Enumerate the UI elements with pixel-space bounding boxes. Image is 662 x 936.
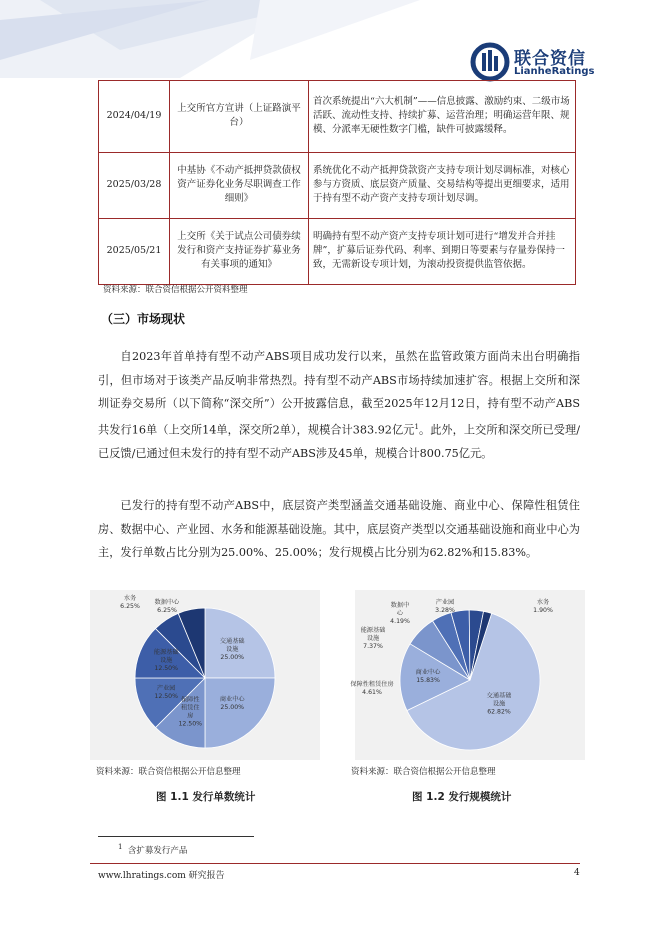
row-content: 明确持有型不动产资产支持专项计划可进行“增发并合并挂牌”，扩募后证券代码、利率、到期日等要素与存量券保持一致，无需新设专项计划，为滚动投资提供监管依据。 <box>309 218 576 284</box>
footnote <box>118 842 187 856</box>
row-date: 2025/05/21 <box>99 218 170 284</box>
slice-label: 数据中心 4.19% <box>390 602 410 625</box>
slice-label: 水务 6.25% <box>120 595 140 610</box>
row-source: 中基协《不动产抵押贷款债权资产证券化业务尽职调查工作细则》 <box>170 152 309 218</box>
logo-chinese: 联合资信 <box>514 49 586 69</box>
footnote-mark: 1 <box>118 842 123 851</box>
section-title: （三）市场现状 <box>101 312 186 326</box>
footnote-ref: 1 <box>414 422 419 431</box>
table-row <box>99 80 576 152</box>
fig1-source-note: 资料来源：联合资信根据公开信息整理 <box>96 767 241 777</box>
footnote-rule <box>98 836 254 837</box>
slice-label: 数据中心 6.25% <box>154 599 180 614</box>
paragraph-1-text: 自2023年首单持有型不动产ABS项目成功发行以来，虽然在监管政策方面尚未出台明确指引，但市场对于该类产品反响非常热烈。持有型不动产ABS市场持续加速扩容。根据上交所和深圳证券交易所（以下简称“深交所”）公开披露信息，截至2025年12月12日，持有型不动产ABS共发行16单（上交所14单，深交所2单），规模合计383.92亿元 <box>98 350 580 437</box>
pie-chart-issuance-scale <box>350 590 585 760</box>
slice-label: 交通基础设施 25.00% <box>219 637 245 661</box>
row-content: 系统优化不动产抵押贷款资产支持专项计划尽调标准，对核心参与方资质、底层资产质量、交易结构等提出更细要求，适用于持有型不动产资产支持专项计划尽调。 <box>309 152 576 218</box>
row-date: 2025/03/28 <box>99 152 170 218</box>
slice-label: 产业园 3.28% <box>435 599 455 614</box>
slice-label: 能源基础设施 7.37% <box>360 627 386 650</box>
pie-chart-issuance-count <box>90 590 320 760</box>
slice-label: 保障性租赁住房 12.50% <box>178 696 203 728</box>
slice-label: 交通基础设施 62.82% <box>486 692 512 716</box>
row-source: 上交所官方宣讲（上证路演平台） <box>170 80 309 152</box>
slice-label: 能源基础设施 12.50% <box>153 648 179 672</box>
footer-rule <box>90 863 580 864</box>
table-row <box>99 218 576 284</box>
table-row <box>99 152 576 218</box>
slice-label: 水务 1.90% <box>533 599 553 614</box>
footer-site: www.lhratings.com 研究报告 <box>98 871 225 881</box>
fig2-source-note: 资料来源：联合资信根据公开信息整理 <box>351 767 496 777</box>
paragraph-asset-types: 已发行的持有型不动产ABS中，底层资产类型涵盖交通基础设施、商业中心、保障性租赁住房、数据中心、产业园、水务和能源基础设施。其中，底层资产类型以交通基础设施和商业中心为主，发行单数占比分别为25.00%、25.00%；发行规模占比分别为62.82%和15.83%。 <box>98 499 580 559</box>
slice-label: 商业中心 25.00% <box>219 696 245 712</box>
table-source-note: 资料来源：联合资信根据公开资料整理 <box>103 285 248 295</box>
page-number: 4 <box>574 868 580 878</box>
row-source: 上交所《关于试点公司债券续发行和资产支持证券扩募业务有关事项的通知》 <box>170 218 309 284</box>
paragraph-1-tail: 。此外，上交所和深交所已受理/已反馈/已通过但未发行的持有型不动产ABS涉及45单，规模合计800.75亿元。 <box>98 423 580 460</box>
slice-label: 商业中心 15.83% <box>415 669 441 685</box>
policy-table <box>98 80 576 285</box>
logo-english: LianheRatings <box>514 66 595 77</box>
lianhe-logo <box>470 42 620 82</box>
fig2-caption: 图 1.2 发行规模统计 <box>412 791 512 803</box>
slice-label: 保障性租赁住房 4.61% <box>350 681 394 696</box>
lianhe-logo-icon <box>470 42 510 82</box>
row-date: 2024/04/19 <box>99 80 170 152</box>
paragraph-market-growth <box>98 345 580 465</box>
row-content: 首次系统提出“六大机制”——信息披露、激励约束、二级市场活跃、流动性支持、持续扩募、运营治理；明确运营年限、规模、分派率无硬性数字门槛，缺件可披露缓释。 <box>309 80 576 152</box>
slice-label: 产业园 12.50% <box>154 685 178 701</box>
footnote-text: 含扩募发行产品 <box>127 845 188 856</box>
fig1-caption: 图 1.1 发行单数统计 <box>156 791 256 803</box>
